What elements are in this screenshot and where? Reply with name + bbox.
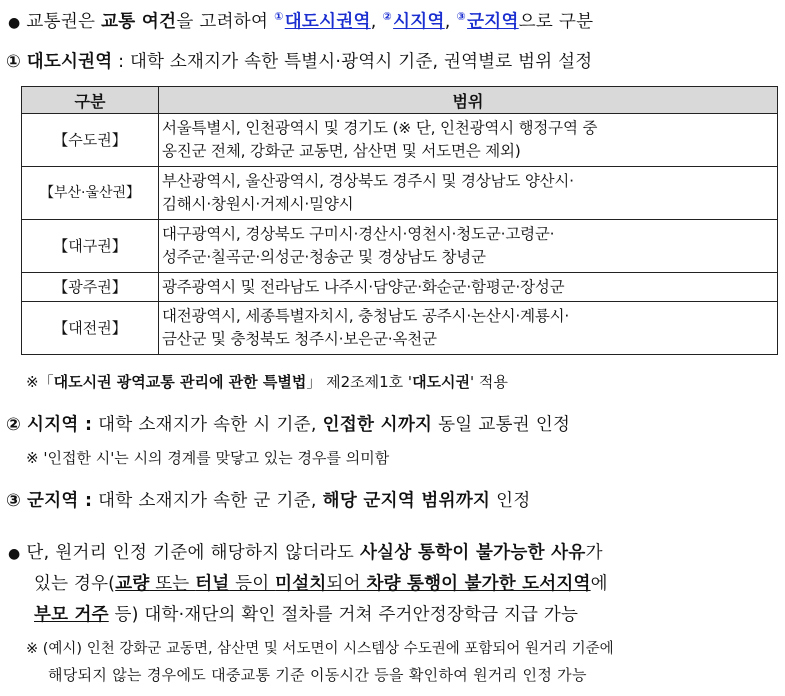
region-name: 【대전권】 (22, 302, 159, 355)
section1-num: ① (6, 52, 22, 72)
header-range: 범위 (159, 87, 778, 114)
section3-post: 인정 (490, 491, 531, 511)
law-name: 대도시권 광역교통 관리에 관한 특별법 (53, 373, 307, 391)
example-note-1: ※ (예시) 인천 강화군 교동면, 삼산면 및 서도면이 시스템상 수도권에 포함되어 원거리 기준에 (26, 641, 614, 657)
exception-text: 또는 (149, 574, 196, 594)
table-row (22, 302, 778, 355)
exception-line-1 (8, 539, 603, 564)
section3-bold: 해당 군지역 범위까지 (322, 491, 491, 511)
adjacent-city-note: ※ '인접한 시'는 시의 경계를 맞닿고 있는 경우를 의미함 (26, 449, 390, 467)
bullet-icon: ● (8, 15, 21, 31)
intro-bold: 교통 여건 (101, 12, 177, 32)
law-post: ' 적용 (470, 373, 508, 391)
intro-line (8, 8, 593, 33)
table-row (22, 220, 778, 273)
table-row (22, 114, 778, 167)
header-category: 구분 (22, 87, 159, 114)
example-note-2: 해당되지 않는 경우에도 대중교통 기준 이동시간 등을 확인하여 원거리 인정 가능 (48, 666, 587, 684)
exception-text: 단, 원거리 인정 기준에 해당하지 않더라도 (26, 543, 360, 563)
area-1-link: 대도시권역 (284, 12, 371, 32)
law-term: 대도시권 (412, 373, 471, 391)
region-name: 【대구권】 (22, 220, 159, 273)
law-clause: 제2조제1호 ' (321, 373, 413, 391)
section1-title: 대도시권역 (26, 52, 113, 72)
section2-title: 시지역 : (27, 415, 93, 435)
table-row (22, 273, 778, 302)
area-line: 서울특별시, 인천광역시 및 경기도 (※ 단, 인천광역시 행정구역 중 (162, 119, 598, 137)
bracket-open: 「 (38, 373, 54, 391)
exception-text: 에 (590, 574, 608, 594)
region-name: 【부산·울산권】 (22, 167, 159, 220)
intro-mid: 을 고려하여 (176, 12, 275, 32)
region-area (159, 220, 778, 273)
section2-desc: 대학 소재지가 속한 시 기준, (92, 415, 323, 435)
section2-heading (6, 411, 570, 436)
area-line: 대전광역시, 세종특별자치시, 충청남도 공주시·논산시·계룡시· (162, 307, 570, 325)
sup-2: ② (382, 10, 393, 23)
region-area (159, 167, 778, 220)
exception-text: 되어 (326, 574, 367, 594)
section3-title: 군지역 : (27, 491, 93, 511)
not-installed-term: 미설치 (275, 574, 327, 594)
table-row (22, 167, 778, 220)
sup-3: ③ (456, 10, 467, 23)
area-2-link: 시지역 (393, 12, 445, 32)
law-note (26, 371, 508, 392)
area-line: 김해시·창원시·거제시·밀양시 (162, 195, 354, 213)
exception-line-2 (34, 570, 608, 595)
area-line: 금산군 및 충청북도 청주시·보은군·옥천군 (162, 330, 437, 348)
section1-desc: : 대학 소재지가 속한 특별시·광역시 기준, 권역별로 범위 설정 (112, 52, 593, 72)
comma: , (370, 12, 383, 32)
section1-heading (6, 48, 592, 73)
region-area (159, 273, 778, 302)
table-header-row (22, 87, 778, 114)
tunnel-term: 터널 (195, 574, 230, 594)
section3-num: ③ (6, 491, 22, 511)
section2-post: 동일 교통권 인정 (432, 415, 571, 435)
comma: , (444, 12, 457, 32)
section3-heading (6, 487, 531, 512)
area-line: 부산광역시, 울산광역시, 경상북도 경주시 및 경상남도 양산시· (162, 172, 574, 190)
exception-text: 등이 (229, 574, 276, 594)
region-table (21, 86, 778, 355)
section2-num: ② (6, 415, 22, 435)
bullet-icon: ● (8, 546, 21, 562)
exception-bold: 사실상 통학이 불가능한 사유 (359, 543, 586, 563)
area-line: 대구광역시, 경상북도 구미시·경산시·영천시·청도군·고령군· (162, 225, 555, 243)
section2-bold: 인접한 시까지 (322, 415, 433, 435)
exception-text: 있는 경우( (34, 574, 116, 594)
parent-residence-term: 부모 거주 (34, 605, 109, 625)
area-line: 광주광역시 및 전라남도 나주시·담양군·화순군·함평군·장성군 (162, 277, 565, 296)
region-name: 【수도권】 (22, 114, 159, 167)
region-name: 【광주권】 (22, 273, 159, 302)
area-3-link: 군지역 (467, 12, 519, 32)
region-area (159, 302, 778, 355)
sup-1: ① (274, 10, 284, 23)
intro-pre: 교통권은 (26, 12, 102, 32)
area-line: 옹진군 전체, 강화군 교동면, 삼산면 및 서도면은 제외) (162, 142, 521, 160)
section3-desc: 대학 소재지가 속한 군 기준, (92, 491, 323, 511)
region-area (159, 114, 778, 167)
intro-post: 으로 구분 (518, 12, 594, 32)
island-term: 차량 통행이 불가한 도서지역 (366, 574, 591, 594)
bridge-term: 교량 (115, 574, 150, 594)
exception-line-3 (34, 601, 578, 626)
area-line: 성주군·칠곡군·의성군·청송군 및 경상남도 창녕군 (162, 248, 486, 266)
exception-text: 가 (585, 543, 603, 563)
bracket-close: 」 (306, 373, 322, 391)
exception-text: 등) 대학·재단의 확인 절차를 거쳐 주거안정장학금 지급 가능 (108, 605, 579, 625)
note-mark: ※ (26, 373, 39, 391)
